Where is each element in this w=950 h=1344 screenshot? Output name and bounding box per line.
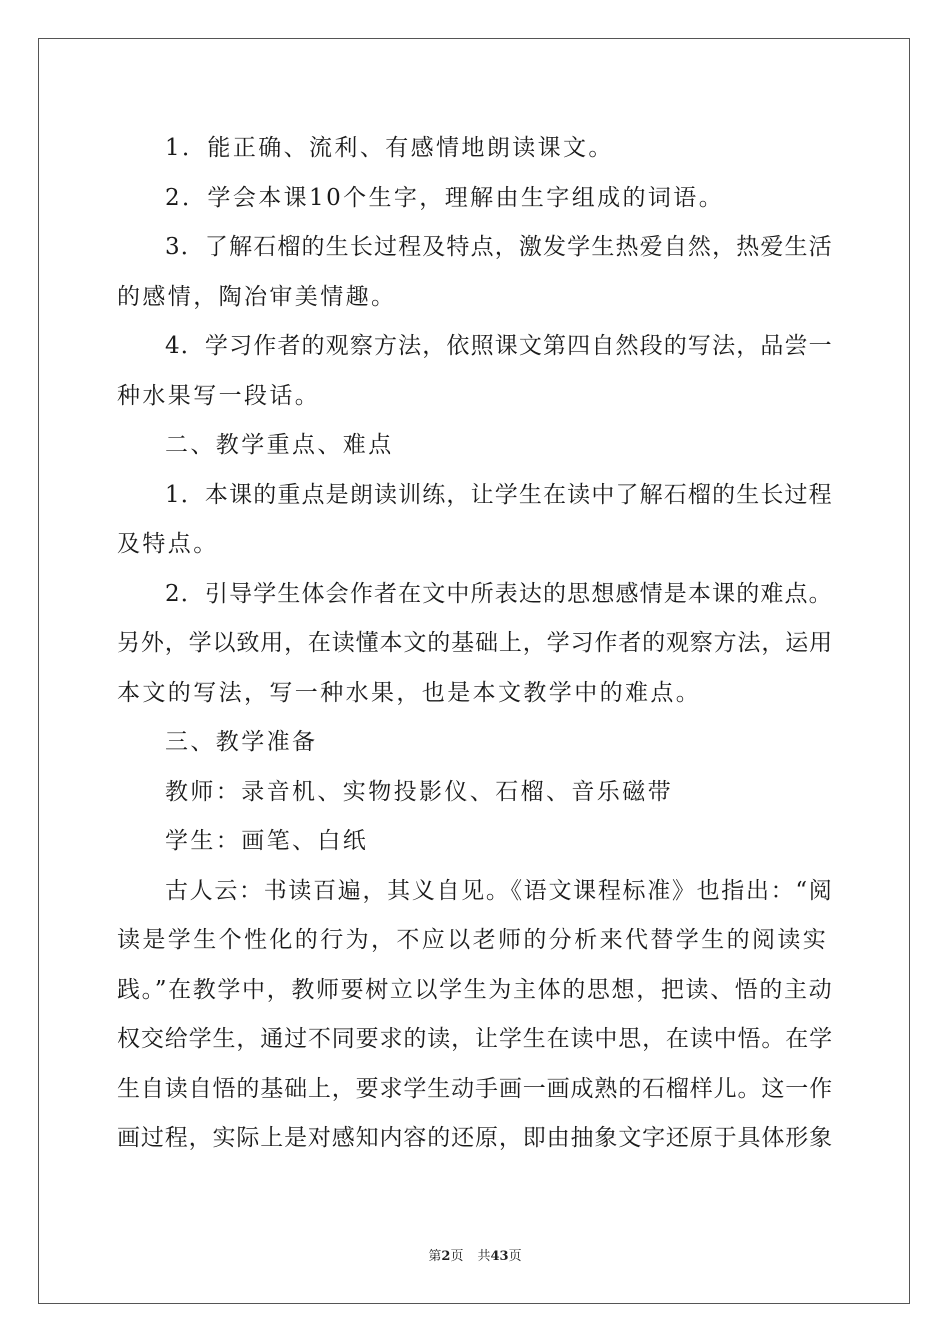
text-line: 1．能正确、流利、有感情地朗读课文。 [165, 135, 614, 161]
page-prefix: 第 [428, 1249, 442, 1264]
text-line: 2．学会本课10个生字，理解由生字组成的词语。 [165, 184, 725, 211]
text-line: 画过程，实际上是对感知内容的还原，即由抽象文字还原于具体形象 [117, 1125, 833, 1151]
text-line: 学生：画笔、白纸 [165, 828, 369, 854]
text-line: 3．了解石榴的生长过程及特点，激发学生热爱自然，热爱生活 [165, 234, 833, 260]
text-line: 生自读自悟的基础上，要求学生动手画一画成熟的石榴样儿。这一作 [117, 1075, 833, 1102]
text-line: 权交给学生，通过不同要求的读，让学生在读中思，在读中悟。在学 [117, 1026, 833, 1052]
text-line: 读是学生个性化的行为，不应以老师的分析来代替学生的阅读实 [117, 927, 829, 953]
text-line: 2．引导学生体会作者在文中所表达的思想感情是本课的难点。 [165, 580, 833, 607]
page-suffix: 页 [450, 1249, 464, 1264]
current-page-number: 2 [441, 1249, 451, 1264]
text-line: 种水果写一段话。 [117, 382, 321, 409]
text-line: 二、教学重点、难点 [165, 432, 394, 458]
text-line: 的感情，陶冶审美情趣。 [117, 283, 397, 310]
total-prefix: 共 [477, 1249, 491, 1264]
page-footer [0, 1248, 950, 1266]
text-line: 1．本课的重点是朗读训练，让学生在读中了解石榴的生长过程 [165, 481, 833, 508]
text-line: 本文的写法，写一种水果，也是本文教学中的难点。 [117, 679, 702, 706]
text-line: 三、教学准备 [165, 729, 318, 755]
total-suffix: 页 [508, 1249, 522, 1264]
text-line: 古人云：书读百遍，其义自见。《语文课程标准》也指出：“阅 [165, 877, 834, 904]
text-line: 4．学习作者的观察方法，依照课文第四自然段的写法，品尝一 [165, 333, 833, 359]
total-page-count: 43 [490, 1249, 509, 1264]
text-line: 践。”在教学中，教师要树立以学生为主体的思想，把读、悟的主动 [117, 976, 834, 1003]
document-body [117, 124, 833, 1164]
text-line: 及特点。 [117, 531, 219, 557]
text-line: 另外，学以致用，在读懂本文的基础上，学习作者的观察方法，运用 [117, 630, 833, 656]
text-line: 教师：录音机、实物投影仪、石榴、音乐磁带 [165, 778, 673, 805]
